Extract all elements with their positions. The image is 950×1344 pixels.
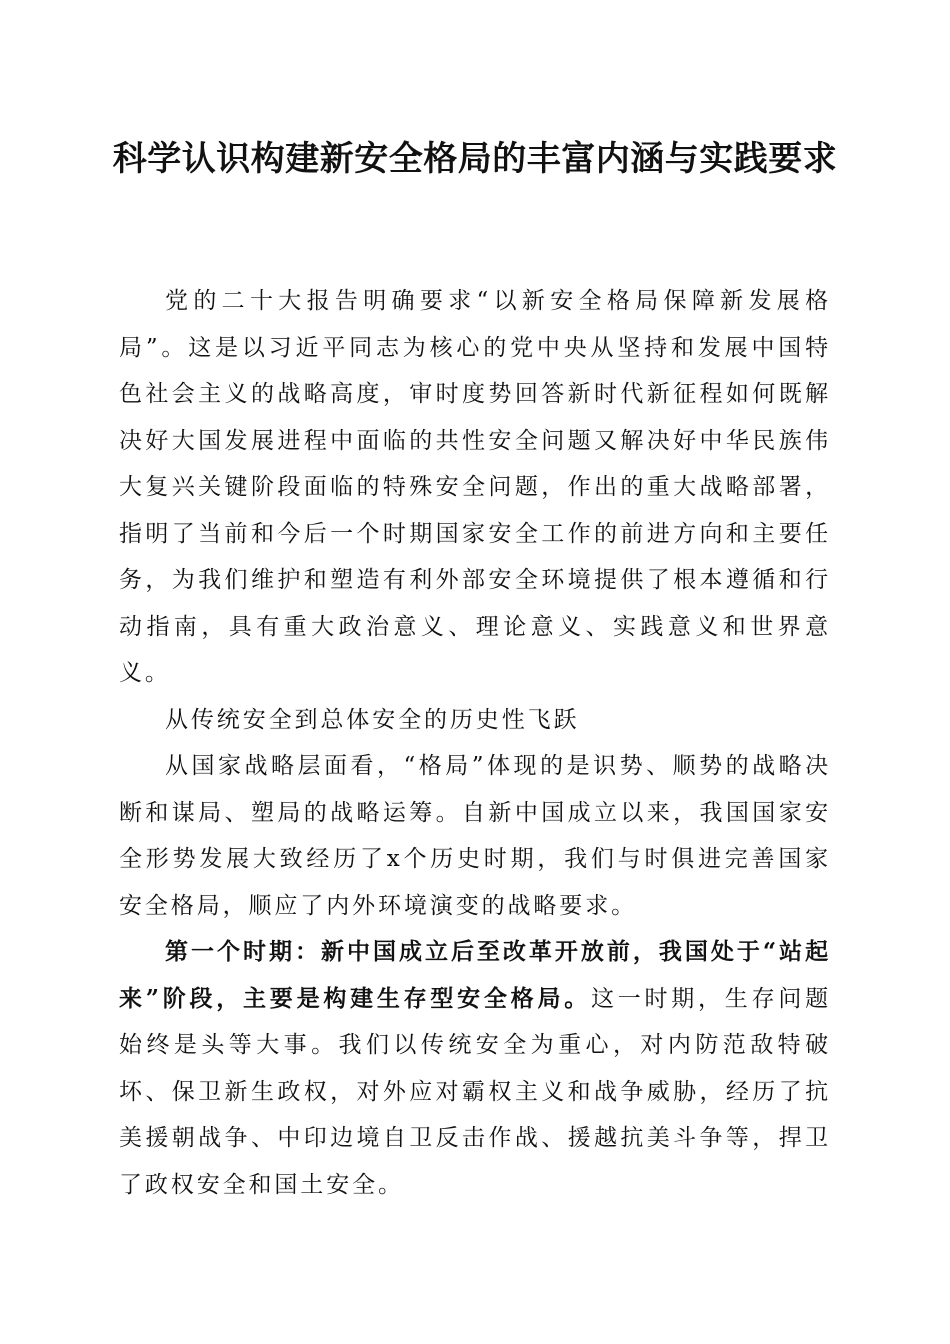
document-body bbox=[119, 278, 831, 1208]
document-title: 科学认识构建新安全格局的丰富内涵与实践要求 bbox=[112, 139, 838, 179]
paragraph-strategy: 从国家战略层面看，“格局”体现的是识势、顺势的战略决断和谋局、塑局的战略运筹。自新中国成立以来，我国国家安全形势发展大致经历了x个历史时期，我们与时俱进完善国家安全格局，顺应了内外环境演变的战略要求。 bbox=[119, 753, 831, 919]
period-one-lead: 第一个时期：新中国成立后至改革开放前，我国处于“站起来”阶段，主要是构建生存型安全格局。 bbox=[119, 938, 831, 1012]
period-one-rest: 这一时期，生存问题始终是头等大事。我们以传统安全为重心，对内防范敌特破坏、保卫新生政权，对外应对霸权主义和战争威胁，经历了抗美援朝战争、中印边境自卫反击作战、援越抗美斗争等，捍卫了政权安全和国土安全。 bbox=[119, 985, 831, 1198]
paragraph-intro: 党的二十大报告明确要求“以新安全格局保障新发展格局”。这是以习近平同志为核心的党中央从坚持和发展中国特色社会主义的战略高度，审时度势回答新时代新征程如何既解决好大国发展进程中面临的共性安全问题又解决好中华民族伟大复兴关键阶段面临的特殊安全问题，作出的重大战略部署，指明了当前和今后一个时期国家安全工作的前进方向和主要任务，为我们维护和塑造有利外部安全环境提供了根本遵循和行动指南，具有重大政治意义、理论意义、实践意义和世界意义。 bbox=[119, 288, 831, 686]
paragraph-period-one bbox=[119, 929, 831, 1208]
section-heading: 从传统安全到总体安全的历史性飞跃 bbox=[165, 706, 580, 733]
